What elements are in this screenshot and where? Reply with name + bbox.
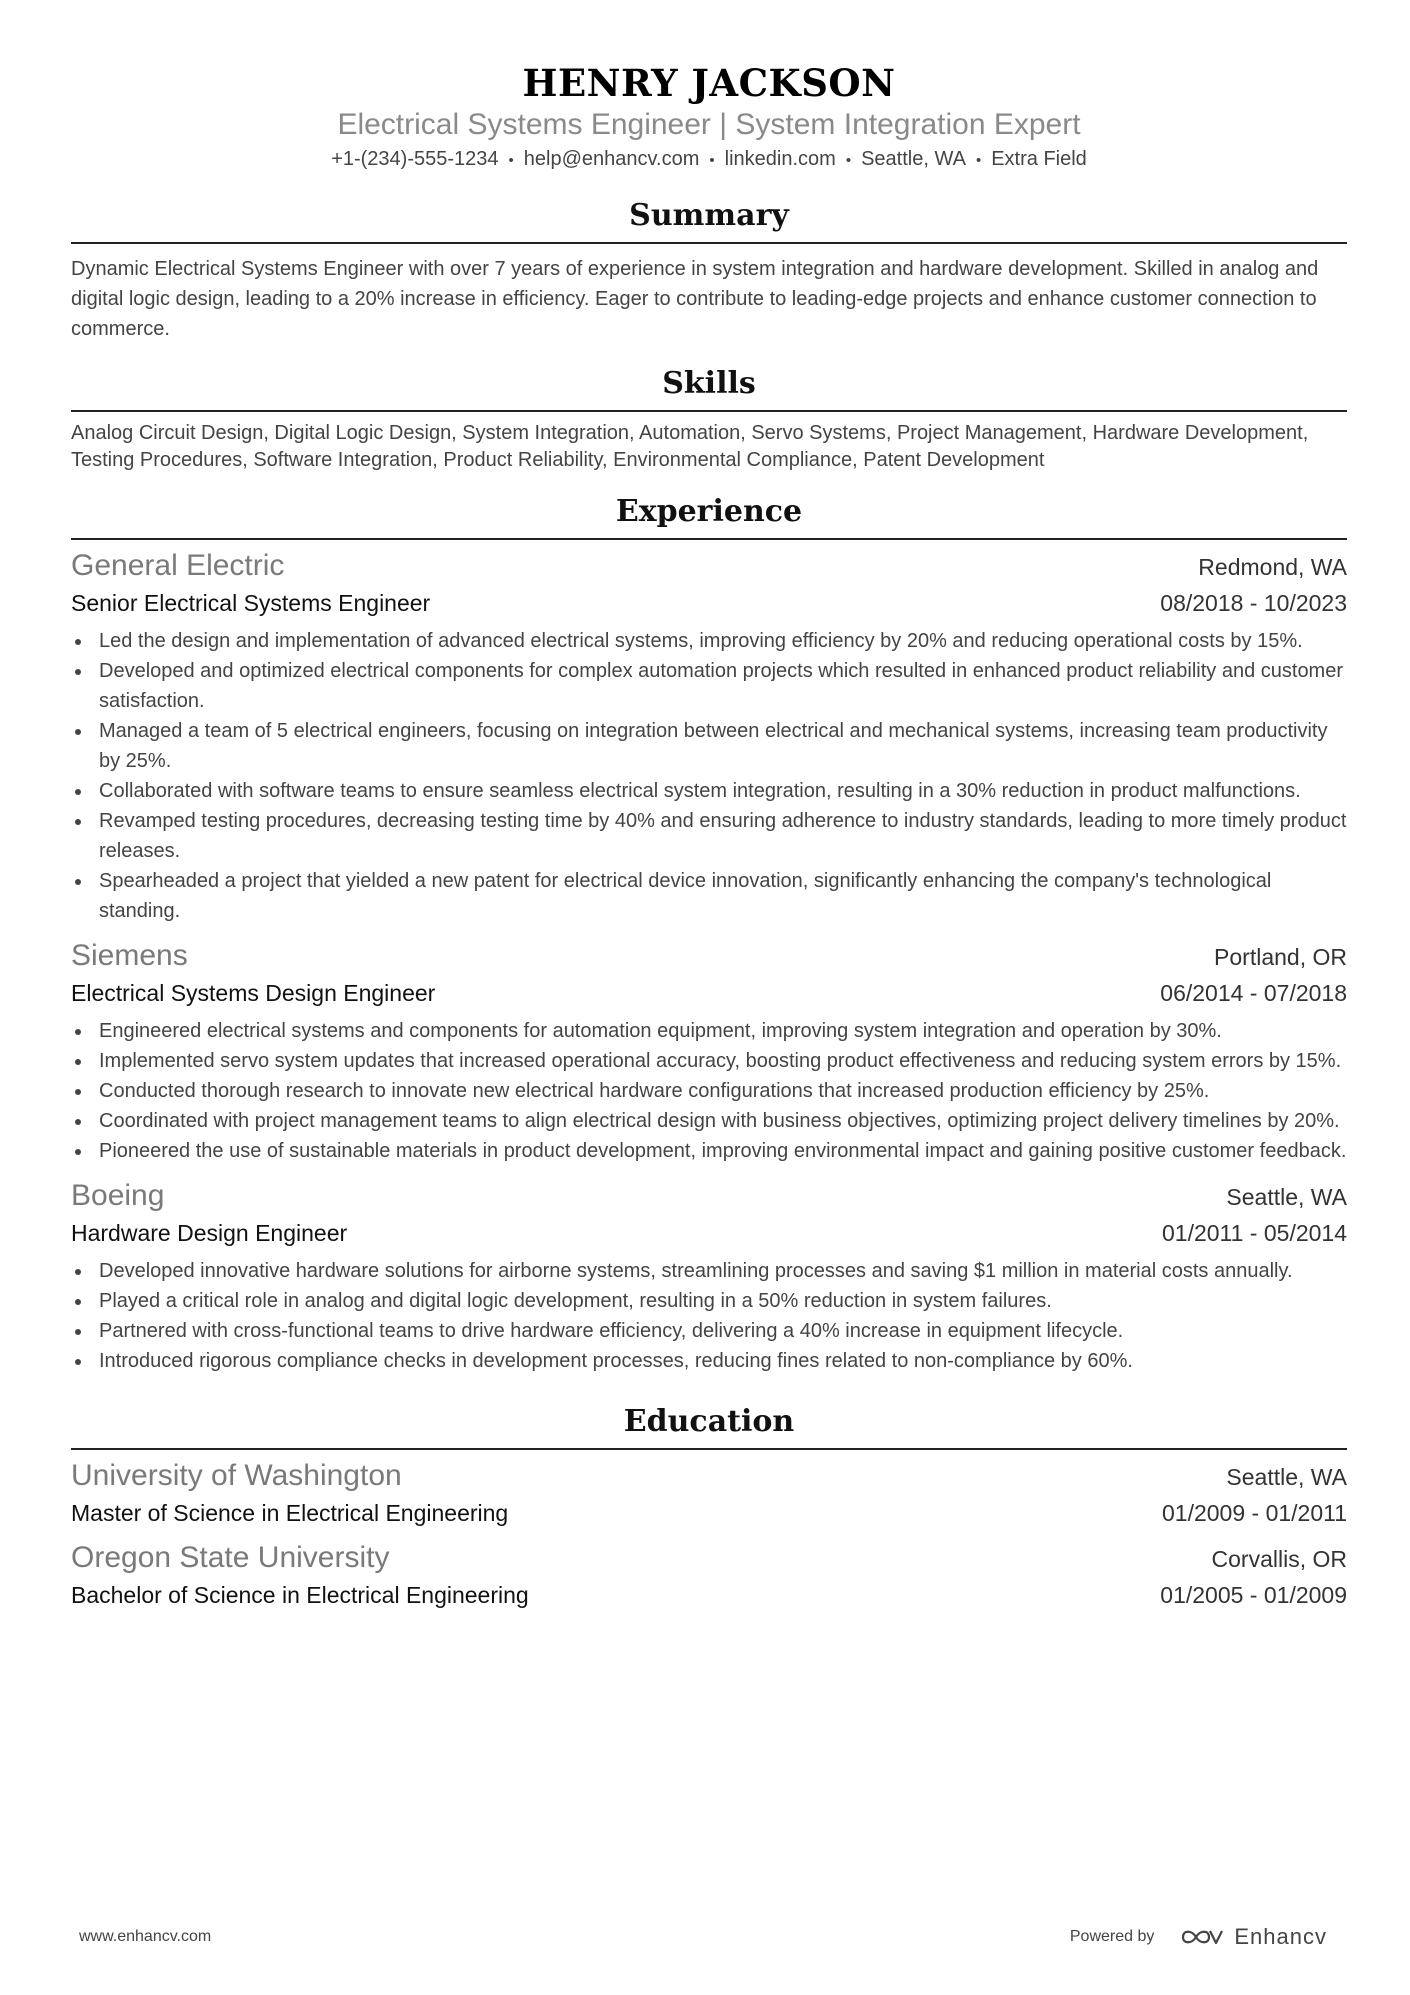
school-location: Seattle, WA [1226,1464,1347,1490]
contact-line [71,146,1347,174]
school-name: Oregon State University [71,1541,390,1574]
bullet-item: Developed and optimized electrical components for complex automation projects which resulted in enhanced product reliability and customer satisfaction. [71,656,1347,716]
education-entry [71,1538,1347,1612]
location: Seattle, WA [861,148,966,170]
bullet-item: Implemented servo system updates that increased operational accuracy, boosting product effectiveness and reducing system errors by 15%. [71,1046,1347,1076]
bullet-item: Spearheaded a project that yielded a new patent for electrical device innovation, significantly enhancing the company's technological standing. [71,866,1347,926]
bullet-item: Introduced rigorous compliance checks in development processes, reducing fines related to non-compliance by 60%. [71,1346,1347,1376]
bullet-item: Led the design and implementation of advanced electrical systems, improving efficiency by 20% and reducing operational costs by 15%. [71,626,1347,656]
job-title: Senior Electrical Systems Engineer [71,590,431,616]
resume-page [71,0,1347,1612]
job-title: Hardware Design Engineer [71,1220,348,1246]
skills-text: Analog Circuit Design, Digital Logic Design, System Integration, Automation, Servo Systems, Project Management, Hardware Development, Testing Procedures, Software Integration, Product Reliability, Environmental Compliance, Patent Development [71,422,1309,471]
linkedin[interactable]: linkedin.com [724,148,836,170]
enhancv-logo-icon [1180,1926,1224,1948]
separator-dot: • [845,152,852,169]
job-location: Redmond, WA [1198,554,1347,580]
job-bullets [71,626,1347,926]
candidate-name: HENRY JACKSON [522,61,896,105]
education-section [71,1402,1347,1612]
company-name: Boeing [71,1179,165,1212]
school-name: University of Washington [71,1459,402,1492]
bullet-item: Pioneered the use of sustainable materials in product development, improving environmental impact and gaining positive customer feedback. [71,1136,1347,1166]
bullet-item: Coordinated with project management teams to align electrical design with business objectives, optimizing project delivery timelines by 20%. [71,1106,1347,1136]
enhancv-brand[interactable] [1180,1924,1327,1950]
bullet-item: Partnered with cross-functional teams to drive hardware efficiency, delivering a 40% increase in equipment lifecycle. [71,1316,1347,1346]
section-title-skills: Skills [71,364,1347,412]
extra-field: Extra Field [991,148,1087,170]
job-entry [71,1176,1347,1376]
separator-dot: • [709,152,715,169]
footer [79,1924,1327,1950]
candidate-headline: Electrical Systems Engineer | System Integration Expert [337,108,1081,141]
powered-by [1070,1924,1327,1950]
job-title: Electrical Systems Design Engineer [71,980,436,1006]
education-dates: 01/2005 - 01/2009 [1160,1582,1347,1608]
education-dates: 01/2009 - 01/2011 [1161,1500,1347,1526]
bullet-item: Collaborated with software teams to ensure seamless electrical system integration, resulting in a 30% reduction in product malfunctions. [71,776,1347,806]
school-location: Corvallis, OR [1211,1546,1347,1572]
experience-section [71,492,1347,1376]
job-dates: 08/2018 - 10/2023 [1160,590,1347,616]
skills-section [71,364,1347,474]
job-location: Seattle, WA [1226,1184,1347,1210]
bullet-item: Managed a team of 5 electrical engineers, focusing on integration between electrical and mechanical systems, increasing team productivity by 25%. [71,716,1347,776]
job-bullets [71,1016,1347,1166]
phone: +1-(234)-555-1234 [331,148,499,170]
summary-text: Dynamic Electrical Systems Engineer with over 7 years of experience in system integration and hardware development. Skilled in analog and digital logic design, leading to a 20% increase in efficiency. Eager to contribute to leading-edge projects and enhance customer connection to commerce. [71,258,1319,340]
degree: Bachelor of Science in Electrical Engineering [71,1582,529,1608]
bullet-item: Engineered electrical systems and components for automation equipment, improving system integration and operation by 30%. [71,1016,1347,1046]
powered-by-label: Powered by [1069,1928,1155,1945]
bullet-item: Revamped testing procedures, decreasing testing time by 40% and ensuring adherence to industry standards, leading to more timely product releases. [71,806,1347,866]
education-entry [71,1456,1347,1530]
section-title-experience: Experience [71,492,1347,540]
section-title-summary: Summary [71,196,1347,244]
footer-website[interactable]: www.enhancv.com [79,1928,212,1945]
section-title-education: Education [71,1402,1347,1450]
bullet-item: Developed innovative hardware solutions for airborne systems, streamlining processes and saving $1 million in material costs annually. [71,1256,1347,1286]
job-dates: 06/2014 - 07/2018 [1160,980,1347,1006]
degree: Master of Science in Electrical Engineering [71,1500,509,1526]
job-entry [71,936,1347,1166]
company-name: Siemens [71,939,188,972]
email[interactable]: help@enhancv.com [523,148,700,170]
job-dates: 01/2011 - 05/2014 [1161,1220,1347,1246]
job-bullets [71,1256,1347,1376]
summary-section [71,196,1347,344]
separator-dot: • [508,152,514,169]
company-name: General Electric [71,549,285,582]
bullet-item: Conducted thorough research to innovate new electrical hardware configurations that increased production efficiency by 25%. [71,1076,1347,1106]
bullet-item: Played a critical role in analog and digital logic development, resulting in a 50% reduction in system failures. [71,1286,1347,1316]
job-location: Portland, OR [1214,944,1347,970]
separator-dot: • [975,152,982,169]
job-entry [71,546,1347,926]
brand-name: Enhancv [1234,1924,1327,1949]
